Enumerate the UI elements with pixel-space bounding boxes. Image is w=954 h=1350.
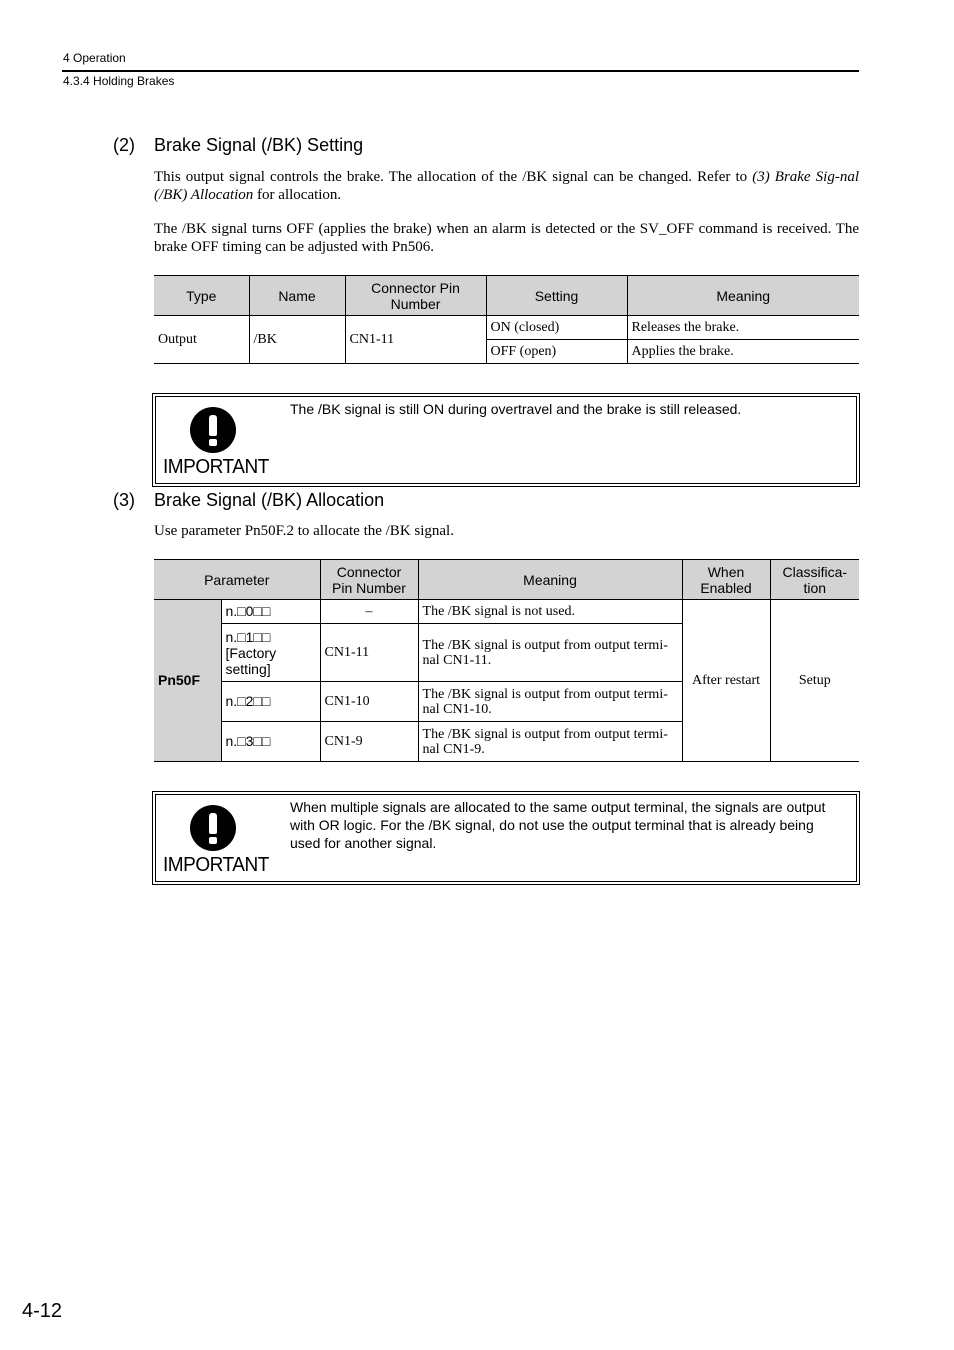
header-connector-pin-label: Connector Pin Number: [332, 563, 406, 596]
meaning-cell: The /BK signal is not used.: [418, 600, 682, 624]
exclamation-icon: [190, 805, 236, 851]
important-note-1-text: The /BK signal is still ON during overtravel and the brake is still released.: [290, 401, 742, 417]
bk-signal-table: [154, 275, 859, 364]
important-label: IMPORTANT: [163, 456, 269, 478]
header-rule: [62, 70, 859, 72]
cell-meaning: Applies the brake.: [627, 340, 859, 364]
header-name: Name: [249, 276, 345, 316]
pn50f-parameter-table: [154, 559, 859, 762]
cell-pin: CN1-11: [345, 316, 486, 364]
section-3-reference-link[interactable]: (3) Brake Sig-nal (/BK) Allocation: [154, 169, 859, 203]
header-connector-pin: [345, 276, 486, 316]
table-row: [154, 316, 859, 340]
parameter-value-code: n.□1□□: [225, 628, 271, 645]
cell-type: Output: [154, 316, 249, 364]
pin-cell: CN1-11: [320, 624, 418, 682]
important-note-2: [152, 791, 860, 885]
cell-meaning: Releases the brake.: [627, 316, 859, 340]
important-label: IMPORTANT: [163, 854, 269, 876]
section-3-title: Brake Signal (/BK) Allocation: [154, 490, 385, 510]
section-2-p1-text-b: for allocation.: [253, 187, 342, 203]
when-enabled-cell: After restart: [682, 600, 770, 762]
meaning-cell: The /BK signal is output from output termi-nal CN1-11.: [418, 624, 682, 682]
important-note-2-text: When multiple signals are allocated to the same output terminal, the signals are output with OR logic. For the /BK signal, do not use the output terminal that is already being used for another signal.: [290, 799, 826, 851]
cell-name: /BK: [249, 316, 345, 364]
cell-setting: OFF (open): [486, 340, 627, 364]
parameter-value: n.□2□□: [221, 682, 320, 722]
pin-cell: CN1-10: [320, 682, 418, 722]
header-classification: [770, 560, 859, 600]
header-classification-label: Classifica-tion: [782, 563, 848, 596]
pin-cell: CN1-9: [320, 722, 418, 762]
parameter-value: n.□3□□: [221, 722, 320, 762]
table-header-row: [154, 560, 859, 600]
meaning-cell: The /BK signal is output from output termi-nal CN1-9.: [418, 722, 682, 762]
header-when-enabled-label: When Enabled: [700, 563, 752, 596]
page-number: 4-12: [22, 1300, 63, 1322]
header-when-enabled: [682, 560, 770, 600]
header-setting: Setting: [486, 276, 627, 316]
table-header-row: [154, 276, 859, 316]
section-3-heading: [113, 490, 384, 511]
classification-cell: Setup: [770, 600, 859, 762]
important-note-1: [152, 393, 860, 487]
factory-setting-note: [Factory setting]: [225, 644, 277, 677]
parameter-pn50f: Pn50F: [154, 600, 221, 762]
section-2-title: Brake Signal (/BK) Setting: [154, 135, 364, 155]
header-connector-pin: [320, 560, 418, 600]
table-row: [154, 600, 859, 624]
section-2-paragraph-1: [154, 168, 859, 204]
section-3-number: (3): [113, 490, 135, 510]
cell-setting: ON (closed): [486, 316, 627, 340]
header-type: Type: [154, 276, 249, 316]
pin-cell: –: [320, 600, 418, 624]
meaning-cell: The /BK signal is output from output termi-nal CN1-10.: [418, 682, 682, 722]
section-2-heading: [113, 135, 363, 156]
exclamation-icon: [190, 407, 236, 453]
header-meaning: Meaning: [418, 560, 682, 600]
section-2-number: (2): [113, 135, 135, 155]
header-parameter: Parameter: [154, 560, 320, 600]
section-2-p1-text-a: This output signal controls the brake. The allocation of the /BK signal can be changed. Refer to: [154, 169, 753, 185]
parameter-value: n.□0□□: [221, 600, 320, 624]
section-3-paragraph: Use parameter Pn50F.2 to allocate the /BK signal.: [154, 523, 454, 539]
chapter-header: 4 Operation: [63, 51, 126, 65]
parameter-value: [221, 624, 320, 682]
header-meaning: Meaning: [627, 276, 859, 316]
section-header: 4.3.4 Holding Brakes: [63, 74, 175, 88]
section-2-paragraph-2: The /BK signal turns OFF (applies the brake) when an alarm is detected or the SV_OFF command is received. The brake OFF timing can be adjusted with Pn506.: [154, 221, 859, 255]
header-connector-pin-label: Connector Pin Number: [371, 279, 460, 312]
